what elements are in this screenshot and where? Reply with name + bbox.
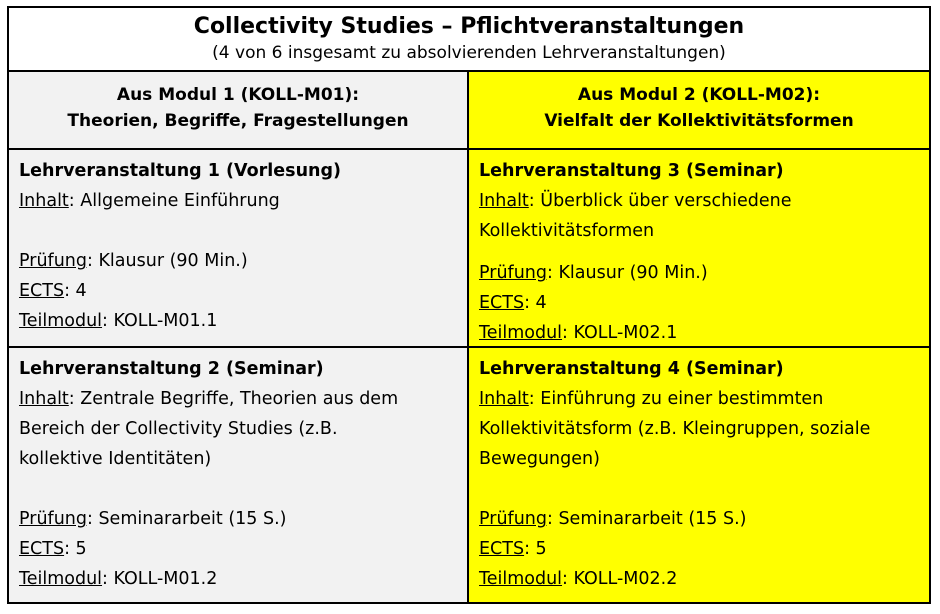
exam-value: Klausur (90 Min.) xyxy=(558,263,708,283)
course-title: Lehrveranstaltung 2 (Seminar) xyxy=(19,359,324,379)
submodule-label: Teilmodul xyxy=(19,311,103,331)
ects-value: 5 xyxy=(535,539,547,559)
submodule-label: Teilmodul xyxy=(479,569,563,589)
course-cell-3 xyxy=(469,150,929,348)
exam-label: Prüfung xyxy=(479,263,547,283)
table-header xyxy=(9,8,929,72)
module-2-code: Aus Modul 2 (KOLL-M02): xyxy=(577,85,821,105)
exam-label: Prüfung xyxy=(19,251,87,271)
ects-label: ECTS xyxy=(19,539,65,559)
content-line: Kollektivitätsformen xyxy=(479,221,655,241)
content-label: Inhalt xyxy=(19,389,69,409)
content-line: Allgemeine Einführung xyxy=(80,191,280,211)
exam-value: Klausur (90 Min.) xyxy=(98,251,248,271)
course-submodule: Teilmodul: KOLL-M02.2 xyxy=(479,569,678,589)
course-exam: Prüfung: Klausur (90 Min.) xyxy=(19,251,248,271)
submodule-value: KOLL-M01.1 xyxy=(113,311,218,331)
content-line: Zentrale Begriffe, Theorien aus dem xyxy=(80,389,399,409)
submodule-label: Teilmodul xyxy=(19,569,103,589)
course-content: Inhalt: Überblick über verschiedene xyxy=(479,191,792,211)
content-line: Bereich der Collectivity Studies (z.B. xyxy=(19,419,338,439)
content-label: Inhalt xyxy=(479,389,529,409)
ects-value: 4 xyxy=(75,281,87,301)
ects-value: 5 xyxy=(75,539,87,559)
course-ects: ECTS: 4 xyxy=(19,281,87,301)
ects-label: ECTS xyxy=(479,539,525,559)
ects-label: ECTS xyxy=(19,281,65,301)
course-submodule: Teilmodul: KOLL-M01.2 xyxy=(19,569,218,589)
content-line: Kollektivitätsform (z.B. Kleingruppen, soziale xyxy=(479,419,871,439)
course-exam: Prüfung: Seminararbeit (15 S.) xyxy=(19,509,287,529)
exam-value: Seminararbeit (15 S.) xyxy=(558,509,747,529)
submodule-value: KOLL-M02.1 xyxy=(573,323,678,343)
submodule-value: KOLL-M02.2 xyxy=(573,569,678,589)
module-2-heading xyxy=(469,72,929,150)
course-ects: ECTS: 4 xyxy=(479,293,547,313)
course-content: Inhalt: Zentrale Begriffe, Theorien aus dem xyxy=(19,389,399,409)
course-ects: ECTS: 5 xyxy=(479,539,547,559)
module-2-name: Vielfalt der Kollektivitätsformen xyxy=(544,111,854,131)
content-label: Inhalt xyxy=(19,191,69,211)
submodule-value: KOLL-M01.2 xyxy=(113,569,218,589)
course-cell-1 xyxy=(9,150,469,348)
content-line: Bewegungen) xyxy=(479,449,600,469)
ects-label: ECTS xyxy=(479,293,525,313)
exam-label: Prüfung xyxy=(479,509,547,529)
content-line: kollektive Identitäten) xyxy=(19,449,212,469)
course-exam: Prüfung: Klausur (90 Min.) xyxy=(479,263,708,283)
course-cell-2 xyxy=(9,348,469,602)
course-submodule: Teilmodul: KOLL-M02.1 xyxy=(479,323,678,343)
page-subtitle: (4 von 6 insgesamt zu absolvierenden Lehrveranstaltungen) xyxy=(212,43,726,63)
course-cell-4 xyxy=(469,348,929,602)
content-line: Überblick über verschiedene xyxy=(540,191,792,211)
course-submodule: Teilmodul: KOLL-M01.1 xyxy=(19,311,218,331)
exam-label: Prüfung xyxy=(19,509,87,529)
course-ects: ECTS: 5 xyxy=(19,539,87,559)
content-label: Inhalt xyxy=(479,191,529,211)
exam-value: Seminararbeit (15 S.) xyxy=(98,509,287,529)
requirements-table xyxy=(7,6,931,604)
course-title: Lehrveranstaltung 1 (Vorlesung) xyxy=(19,161,342,181)
module-1-heading xyxy=(9,72,469,150)
content-line: Einführung zu einer bestimmten xyxy=(540,389,824,409)
course-content: Inhalt: Einführung zu einer bestimmten xyxy=(479,389,824,409)
module-1-name: Theorien, Begriffe, Fragestellungen xyxy=(67,111,409,131)
course-exam: Prüfung: Seminararbeit (15 S.) xyxy=(479,509,747,529)
submodule-label: Teilmodul xyxy=(479,323,563,343)
course-title: Lehrveranstaltung 4 (Seminar) xyxy=(479,359,784,379)
ects-value: 4 xyxy=(535,293,547,313)
module-1-code: Aus Modul 1 (KOLL-M01): xyxy=(116,85,360,105)
course-title: Lehrveranstaltung 3 (Seminar) xyxy=(479,161,784,181)
page-title: Collectivity Studies – Pflichtveranstaltungen xyxy=(193,14,745,39)
course-content: Inhalt: Allgemeine Einführung xyxy=(19,191,280,211)
